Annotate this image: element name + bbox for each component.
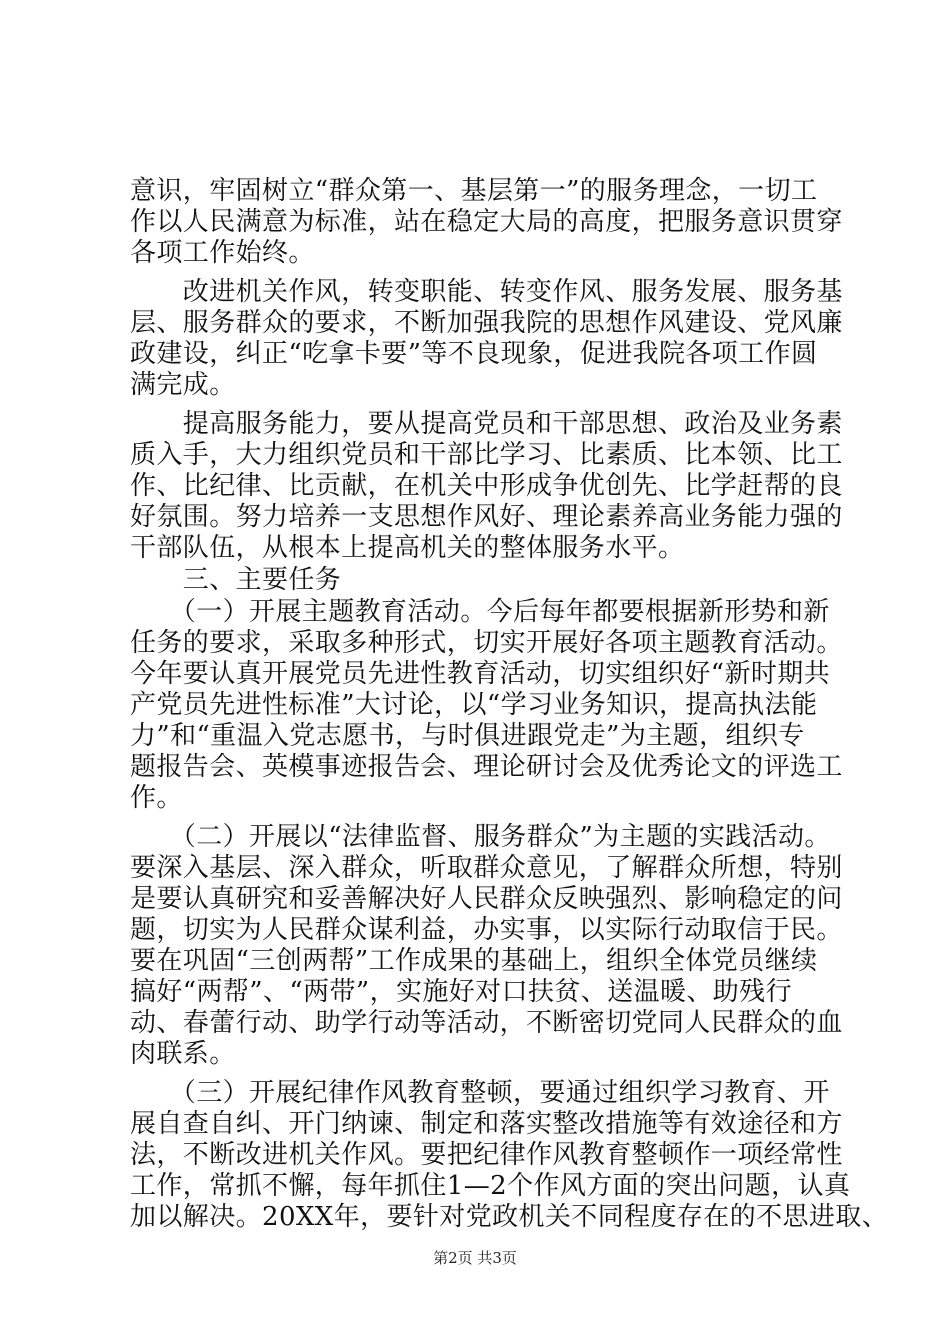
text-line: （二）开展以“法律监督、服务群众”为主题的实践活动。 (130, 822, 831, 852)
text-line: 任务的要求，采取多种形式，切实开展好各项主题教育活动。 (130, 628, 843, 658)
text-line: 要在巩固“三创两帮”工作成果的基础上，组织全体党员继续 (130, 946, 818, 976)
text-line: 展自查自纠、开门纳谏、制定和落实整改措施等有效途径和方 (130, 1109, 843, 1139)
text-line: 题，切实为人民群众谋利益，办实事，以实际行动取信于民。 (130, 915, 843, 945)
text-line: 是要认真研究和妥善解决好人民群众反映强烈、影响稳定的问 (130, 884, 843, 914)
text-line: （三）开展纪律作风教育整顿，要通过组织学习教育、开 (130, 1078, 830, 1108)
text-line: 加以解决。20XX年，要针对党政机关不同程度存在的不思进取、 (130, 1202, 889, 1232)
text-line: 要深入基层、深入群众，听取群众意见，了解群众所想，特别 (130, 853, 843, 883)
text-line: 产党员先进性标准”大讨论，以“学习业务知识，提高执法能 (130, 690, 818, 720)
text-line: 力”和“重温入党志愿书，与时俱进跟党走”为主题，组织专 (130, 721, 805, 751)
text-line: 题报告会、英模事迹报告会、理论研讨会及优秀论文的评选工 (130, 752, 843, 782)
text-line: 提高服务能力，要从提高党员和干部思想、政治及业务素 (130, 409, 843, 439)
text-line: 作、比纪律、比贡献，在机关中形成争优创先、比学赶帮的良 (130, 471, 843, 501)
text-line: 质入手，大力组织党员和干部比学习、比素质、比本领、比工 (130, 440, 843, 470)
text-line: 满完成。 (130, 370, 236, 400)
text-line: 各项工作始终。 (130, 238, 315, 268)
text-line: 三、主要任务 (130, 565, 342, 595)
text-line: 改进机关作风，转变职能、转变作风、服务发展、服务基 (130, 277, 843, 307)
text-line: 搞好“两帮”、“两带”，实施好对口扶贫、送温暖、助残行 (130, 977, 792, 1007)
text-line: 政建设，纠正“吃拿卡要”等不良现象，促进我院各项工作圆 (130, 339, 818, 369)
text-line: 层、服务群众的要求，不断加强我院的思想作风建设、党风廉 (130, 308, 843, 338)
text-line: 作。 (130, 783, 183, 813)
text-line: 肉联系。 (130, 1039, 236, 1069)
text-line: 干部队伍，从根本上提高机关的整体服务水平。 (130, 533, 685, 563)
text-line: 意识，牢固树立“群众第一、基层第一”的服务理念，一切工 (130, 176, 818, 206)
text-line: （一）开展主题教育活动。今后每年都要根据新形势和新 (130, 597, 830, 627)
text-line: 今年要认真开展党员先进性教育活动，切实组织好“新时期共 (130, 659, 831, 689)
text-line: 作以人民满意为标准，站在稳定大局的高度，把服务意识贯穿 (130, 207, 843, 237)
text-line: 动、春蕾行动、助学行动等活动，不断密切党同人民群众的血 (130, 1008, 843, 1038)
text-line: 法，不断改进机关作风。要把纪律作风教育整顿作一项经常性 (130, 1140, 843, 1170)
page-footer: 第2页 共3页 (433, 1249, 517, 1267)
text-line: 工作，常抓不懈，每年抓住1—2个作风方面的突出问题，认真 (130, 1171, 851, 1201)
text-line: 好氛围。努力培养一支思想作风好、理论素养高业务能力强的 (130, 502, 843, 532)
